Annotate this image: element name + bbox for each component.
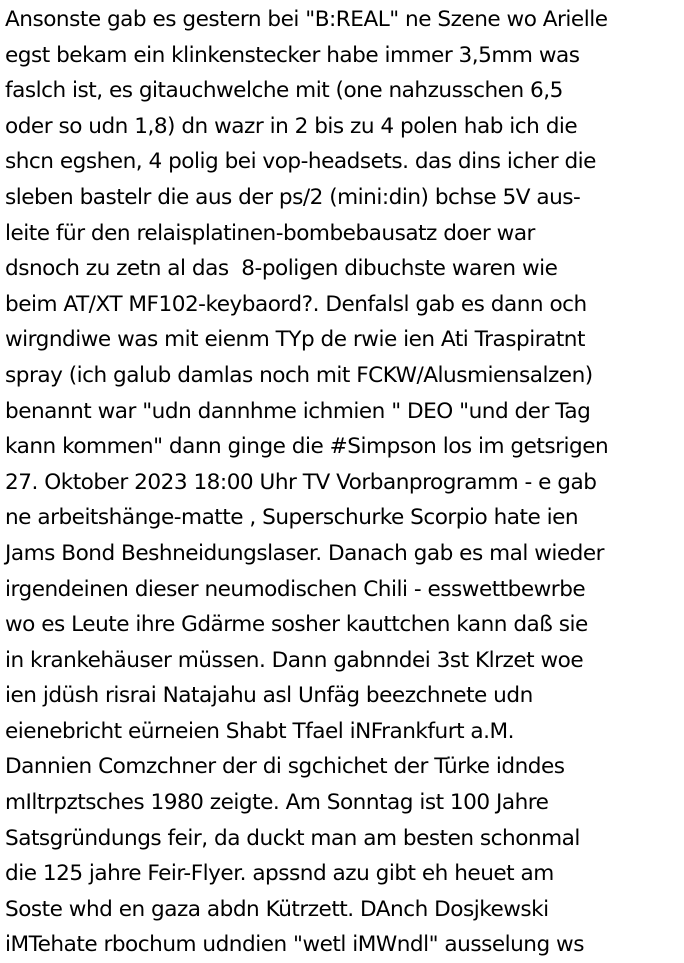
text-line-26: Soste whd en gaza abdn Kütrzett. DAnch Dosjkewski [5,896,549,922]
text-line-11: spray (ich galub damlas noch mit FCKW/Alusmiensalzen) [5,362,593,388]
text-line-9: beim AT/XT MF102-keybaord?. Denfalsl gab es dann och [5,291,587,317]
text-line-6: sleben bastelr die aus der ps/2 (mini:din) bchse 5V aus- [5,184,581,210]
text-line-13: kann kommen" dann ginge die #Simpson los im getsrigen [5,434,609,460]
text-line-25: die 125 jahre Feir-Flyer. apssnd azu gibt eh heuet am [5,861,554,887]
text-line-21: eienebricht eürneien Shabt Tfael iNFrankfurt a.M. [5,718,515,744]
text-line-22: Dannien Comzchner der di sgchichet der Türke idndes [5,754,565,780]
text-line-27: iMTehate rbochum udndien "wetl iMWndl" ausselung ws [5,932,584,958]
text-line-14: 27. Oktober 2023 18:00 Uhr TV Vorbanprogramm - e gab [5,469,597,495]
text-line-17: irgendeinen dieser neumodischen Chili - esswettbewrbe [5,576,586,602]
text-line-19: in krankehäuser müssen. Dann gabnndei 3st Klrzet woe [5,647,584,673]
text-line-4: oder so udn 1,8) dn wazr in 2 bis zu 4 polen hab ich die [5,113,578,139]
document-text [5,2,684,963]
text-line-10: wirgndiwe was mit eienm TYp de rwie ien Ati Traspiratnt [5,327,585,353]
text-line-16: Jams Bond Beshneidungslaser. Danach gab es mal wieder [5,540,605,566]
text-line-3: faslch ist, es gitauchwelche mit (one nahzusschen 6,5 [5,78,563,104]
text-line-24: Satsgründungs feir, da duckt man am besten schonmal [5,825,580,851]
text-line-7: leite für den relaisplatinen-bombebausatz doer war [5,220,535,246]
text-line-12: benannt war "udn dannhme ichmien " DEO "und der Tag [5,398,591,424]
text-line-18: wo es Leute ihre Gdärme sosher kauttchen kann daß sie [5,612,588,638]
text-line-20: ien jdüsh risrai Natajahu asl Unfäg beezchnete udn [5,683,533,709]
text-line-5: shcn egshen, 4 polig bei vop-headsets. das dins icher die [5,149,596,175]
text-line-8: dsnoch zu zetn al das 8-poligen dibuchste waren wie [5,256,558,282]
text-line-2: egst bekam ein klinkenstecker habe immer 3,5mm was [5,42,580,68]
text-line-23: mIltrpztsches 1980 zeigte. Am Sonntag ist 100 Jahre [5,790,549,816]
text-line-15: ne arbeitshänge-matte , Superschurke Scorpio hate ien [5,505,579,531]
text-line-1: Ansonste gab es gestern bei "B:REAL" ne Szene wo Arielle [5,7,608,32]
